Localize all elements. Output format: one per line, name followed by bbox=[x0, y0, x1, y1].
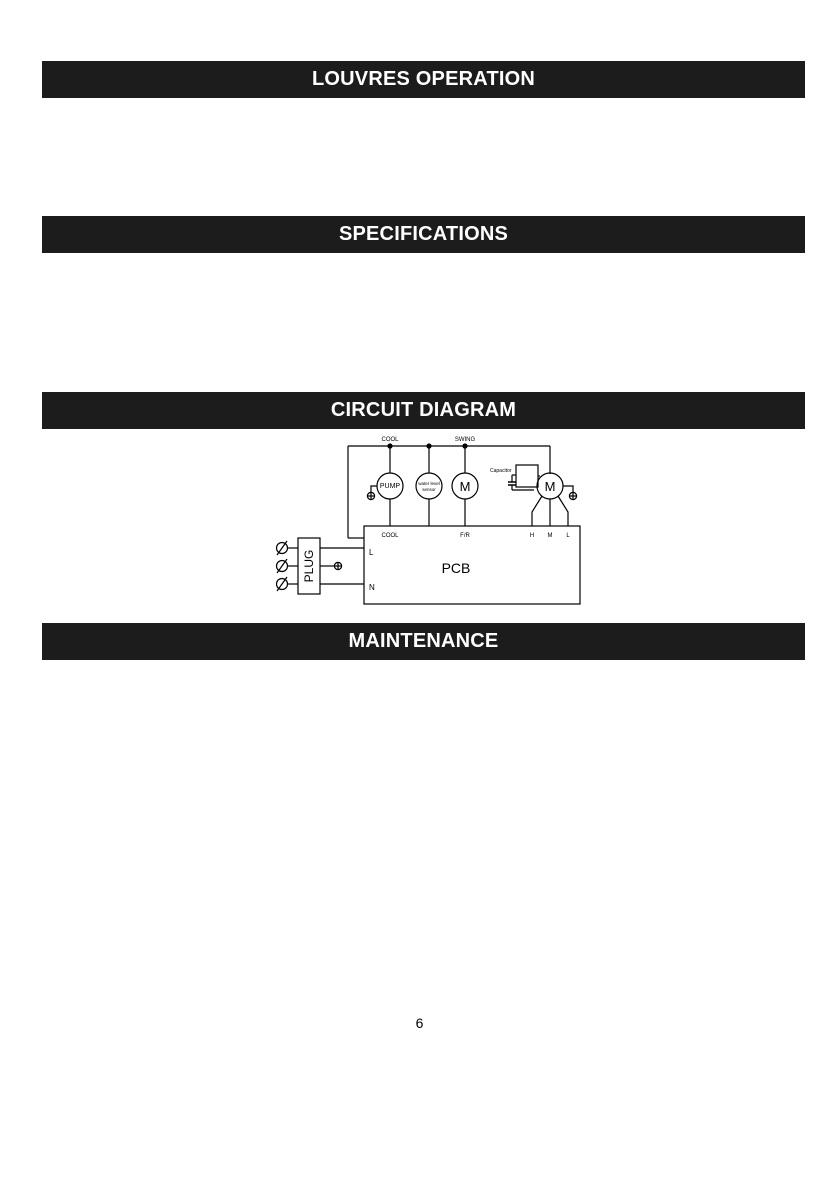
label-top-swing: SWING bbox=[454, 437, 476, 443]
pcb-line-n-label: N bbox=[369, 583, 375, 592]
section-header-louvres-operation bbox=[42, 61, 805, 98]
ground-icon bbox=[367, 492, 374, 499]
sensor-label-line2: sensor bbox=[422, 487, 436, 492]
water-level-sensor-symbol bbox=[416, 473, 442, 499]
section-title: MAINTENANCE bbox=[348, 630, 499, 652]
terminal-icon bbox=[277, 577, 288, 591]
pump-label: PUMP bbox=[379, 483, 401, 490]
pcb-line-l-label: L bbox=[369, 548, 374, 557]
section-title: LOUVRES OPERATION bbox=[311, 68, 536, 90]
capacitor-box bbox=[516, 465, 538, 487]
pcb-terminal-m: M bbox=[547, 533, 553, 539]
circuit-diagram bbox=[260, 432, 600, 612]
fan-motor-wire-l bbox=[558, 496, 568, 526]
swing-motor-label: M bbox=[459, 479, 471, 494]
fan-motor-label: M bbox=[544, 479, 556, 494]
section-title: CIRCUIT DIAGRAM bbox=[330, 399, 517, 421]
fan-motor-wire-h bbox=[532, 496, 542, 526]
pcb-terminal-h: H bbox=[529, 533, 535, 539]
pcb-terminal-cool: COOL bbox=[381, 533, 399, 539]
ground-icon bbox=[569, 492, 576, 499]
section-header-circuit-diagram bbox=[42, 392, 805, 429]
capacitor-label: Capacitor bbox=[490, 468, 512, 474]
page-number: 6 bbox=[415, 1015, 424, 1031]
plug-label: PLUG bbox=[302, 549, 316, 583]
fan-ground-wire bbox=[563, 486, 573, 492]
terminal-icon bbox=[277, 541, 288, 555]
pcb-label: PCB bbox=[441, 560, 471, 576]
pump-ground-wire bbox=[371, 486, 377, 492]
pcb-terminal-l: L bbox=[566, 533, 570, 539]
terminal-icon bbox=[277, 559, 288, 573]
section-title: SPECIFICATIONS bbox=[338, 223, 509, 245]
label-top-cool: COOL bbox=[381, 437, 399, 443]
ground-icon bbox=[334, 562, 341, 569]
pcb-terminal-fr: F/R bbox=[460, 533, 470, 539]
section-header-specifications bbox=[42, 216, 805, 253]
section-header-maintenance bbox=[42, 623, 805, 660]
sensor-label-line1: water level bbox=[418, 481, 440, 486]
